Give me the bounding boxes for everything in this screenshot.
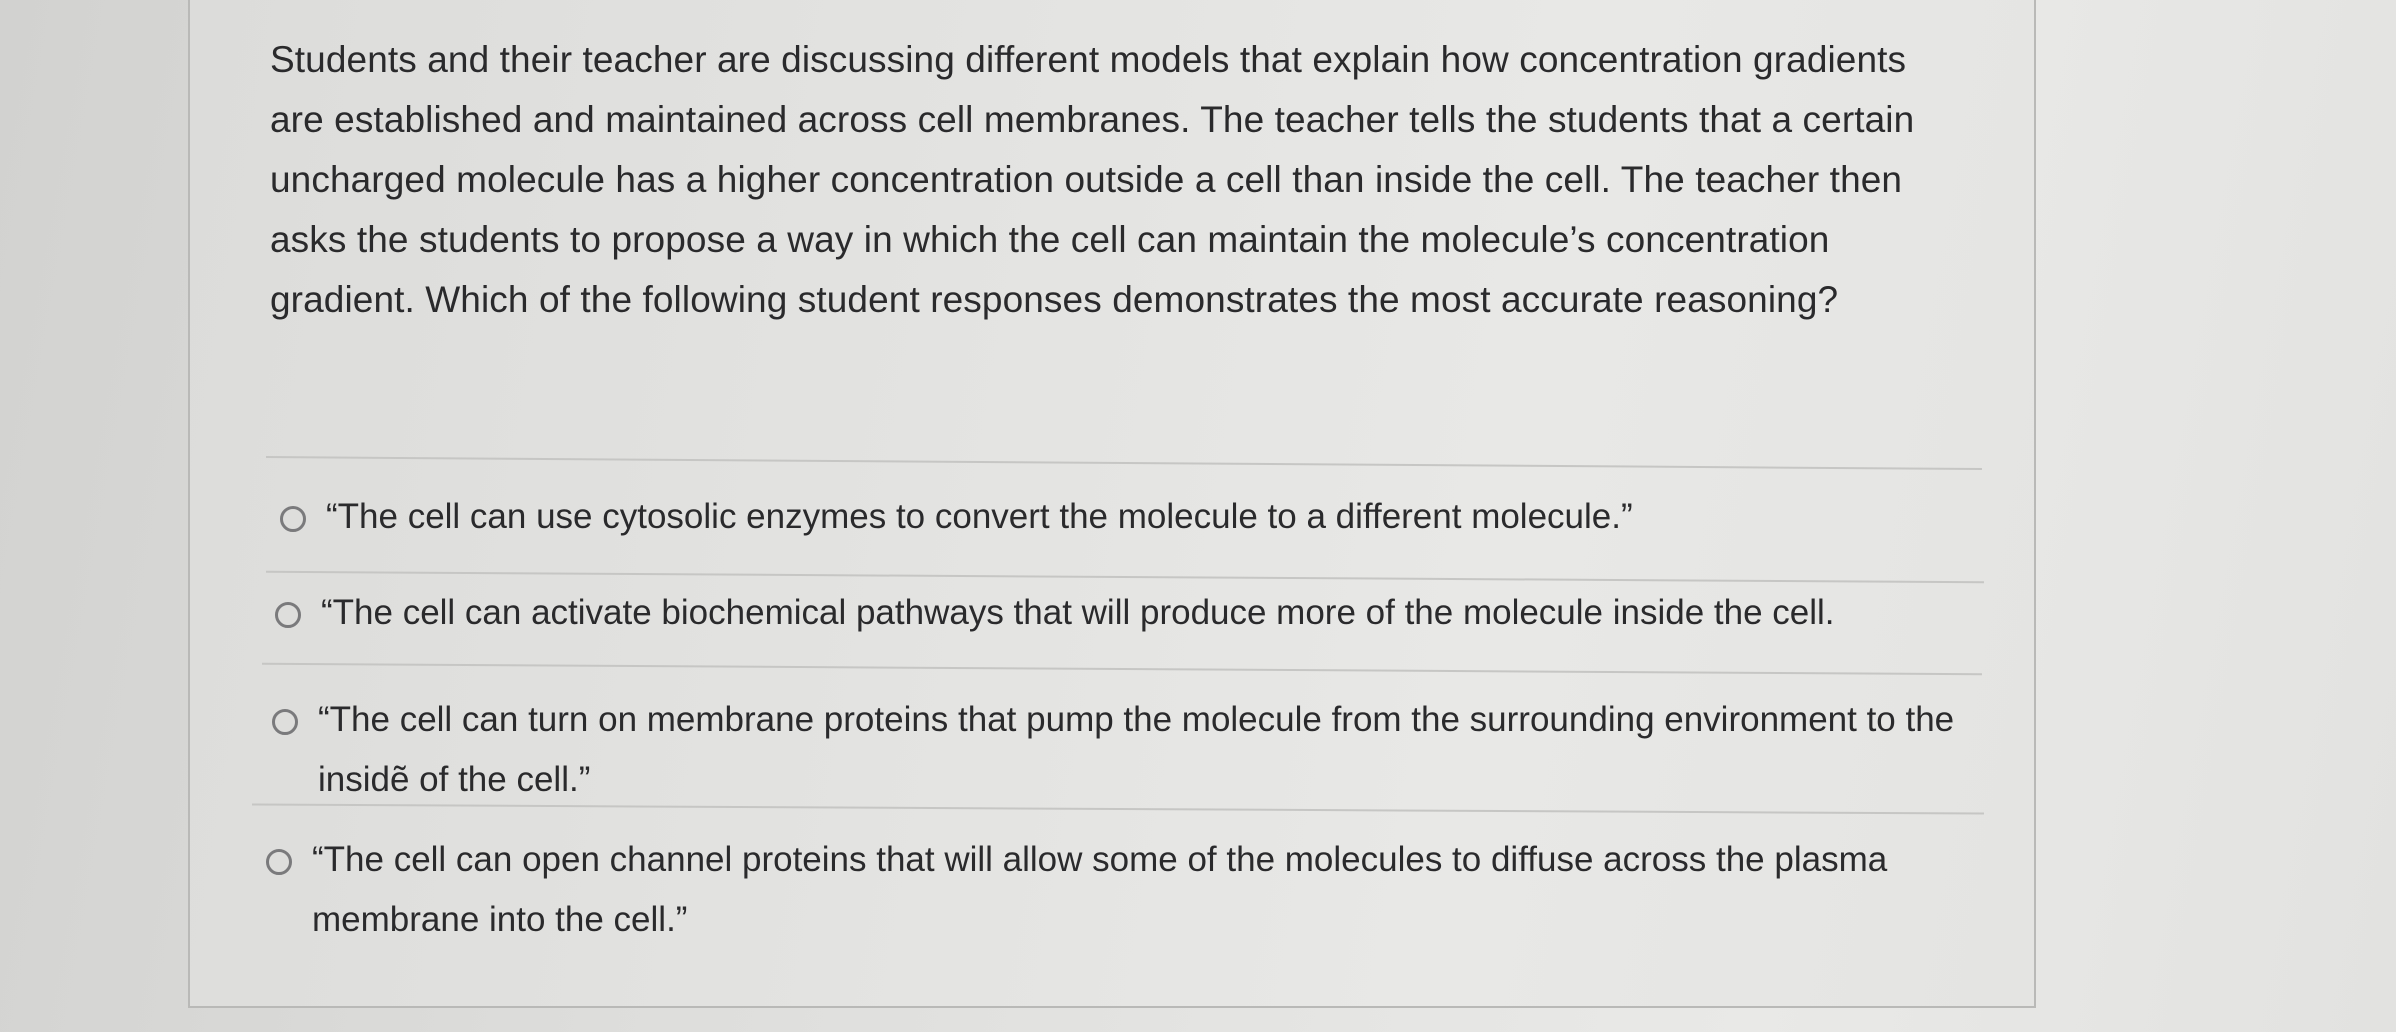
radio-button-icon[interactable] bbox=[272, 709, 298, 735]
radio-button-icon[interactable] bbox=[280, 506, 306, 532]
radio-button-icon[interactable] bbox=[275, 602, 301, 628]
radio-button-icon[interactable] bbox=[266, 849, 292, 875]
question-text: Students and their teacher are discussing different models that explain how concentration gradients are established and maintained across cell membranes. The teacher tells the students that a certain uncharged molecule has a higher concentration outside a cell than inside the cell. The teacher then asks the students to propose a way in which the cell can maintain the molecule’s concentration gradient. Which of the following student responses demonstrates the most accurate reasoning? bbox=[270, 39, 1915, 320]
answer-option-label: “The cell can activate biochemical pathways that will produce more of the molecule inside the cell. bbox=[321, 593, 1835, 632]
answer-option-1[interactable] bbox=[280, 497, 1633, 547]
answer-option-label: “The cell can turn on membrane proteins that pump the molecule from the surrounding environment to the insidẽ of the cell.” bbox=[318, 700, 1955, 799]
answer-option-2[interactable] bbox=[275, 593, 1835, 643]
answer-option-label: “The cell can open channel proteins that will allow some of the molecules to diffuse across the plasma membrane into the cell.” bbox=[312, 840, 1888, 939]
answer-option-4[interactable] bbox=[266, 840, 2002, 950]
answer-option-3[interactable] bbox=[272, 700, 2008, 810]
answer-option-label: “The cell can use cytosolic enzymes to convert the molecule to a different molecule.” bbox=[326, 497, 1633, 536]
